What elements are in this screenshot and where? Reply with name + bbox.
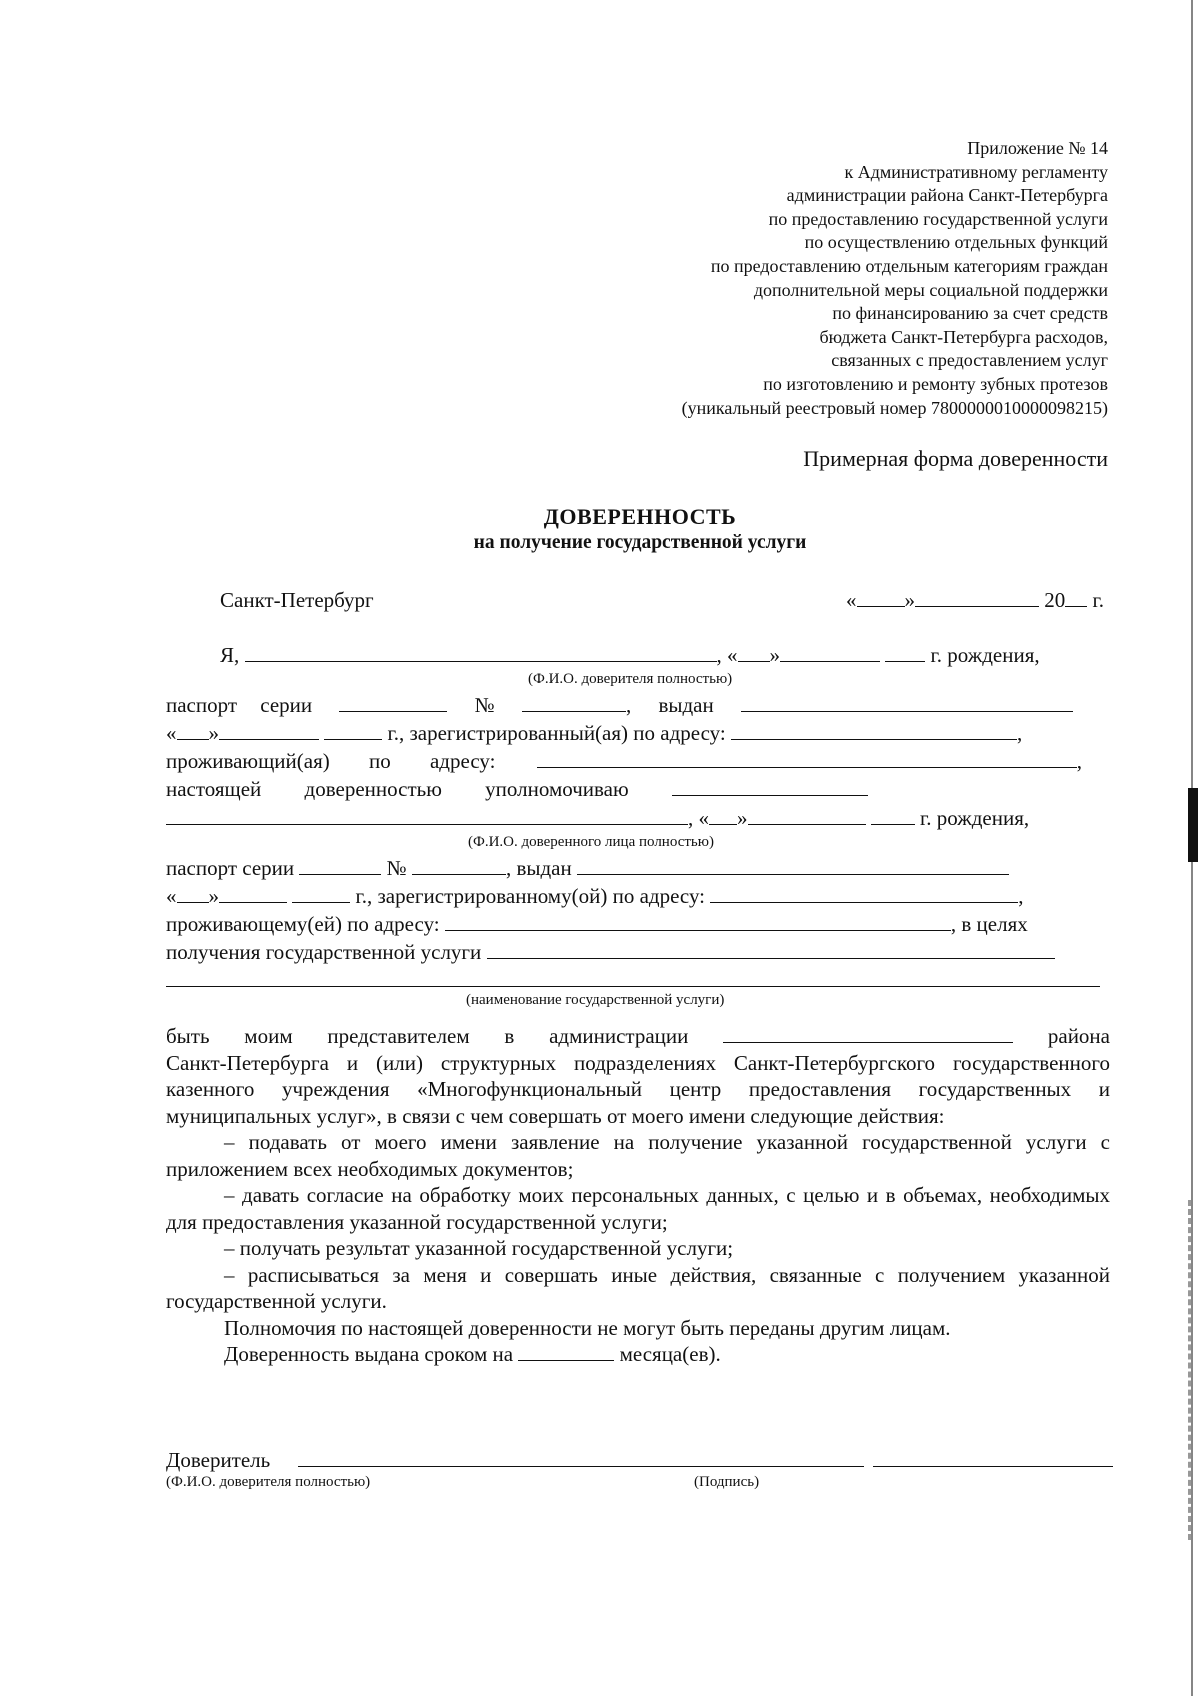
ya-label: Я,: [220, 643, 240, 667]
year-prefix: 20: [1044, 588, 1066, 612]
birth-month-field[interactable]: [780, 643, 880, 662]
agent-birth-day-field[interactable]: [709, 806, 737, 825]
agent-living-line: [166, 912, 1110, 940]
comma: ,: [1076, 749, 1082, 773]
registered-label: г., зарегистрированному(ой) по адресу:: [355, 884, 706, 908]
signer-fio-note: (Ф.И.О. доверителя полностью): [166, 1474, 371, 1490]
sep: , «: [716, 643, 738, 667]
annex-line: бюджета Санкт-Петербурга расходов,: [819, 326, 1108, 347]
agent-section: [166, 806, 1110, 1014]
principal-registration-line: [166, 721, 1110, 749]
principal-name-line: [166, 643, 1110, 671]
annex-line: по изготовлению и ремонту зубных протезов: [763, 373, 1108, 394]
annex-line: дополнительной меры социальной поддержки: [753, 279, 1108, 300]
number-sign: №: [386, 856, 407, 880]
service-note: (наименование государственной услуги): [466, 992, 725, 1008]
action-item: – подавать от моего имени заявление на получение указанной государственной услуги с приложением всех необходимых документов;: [166, 1130, 1110, 1181]
principal-fio-note: (Ф.И.О. доверителя полностью): [528, 671, 733, 687]
sep: »: [737, 806, 748, 830]
registered-label: г., зарегистрированный(ая) по адресу:: [387, 721, 726, 745]
annex-header: [548, 137, 1108, 420]
living-label: по: [368, 749, 391, 773]
text: быть моим представителем в администрации: [166, 1024, 689, 1048]
signature-field[interactable]: [873, 1466, 1113, 1467]
comma: ,: [625, 693, 632, 717]
principal-fio-field[interactable]: [245, 643, 717, 662]
annex-line: по финансированию за счет средств: [832, 303, 1108, 324]
comma: ,: [1018, 884, 1024, 908]
passport-label: паспорт: [166, 693, 238, 717]
reg-day-field[interactable]: [177, 721, 209, 740]
living-address-field[interactable]: [537, 749, 1077, 768]
agent-birth-month-field[interactable]: [748, 806, 866, 825]
issued-by-field[interactable]: [741, 693, 1073, 712]
text: месяца(ев).: [619, 1342, 721, 1366]
reg-address-field[interactable]: [731, 721, 1017, 740]
passport-series-field[interactable]: [339, 693, 447, 712]
agent-living-address-field[interactable]: [445, 912, 951, 931]
issued-label: выдан: [658, 693, 714, 717]
annex-line: связанных с предоставлением услуг: [831, 350, 1108, 371]
agent-registration-line: [166, 884, 1110, 912]
date-field: [846, 588, 1104, 613]
action-item: – расписываться за меня и совершать иные действия, связанные с получением указанной государственной услуги.: [166, 1262, 1110, 1313]
agent-number-field[interactable]: [412, 856, 506, 875]
service-label: получения государственной услуги: [166, 940, 482, 964]
document-subtitle: на получение государственной услуги: [473, 532, 807, 553]
sep: , «: [688, 806, 709, 830]
annex-line: по осуществлению отдельных функций: [804, 232, 1108, 253]
quote: «: [846, 588, 857, 612]
form-title: Примерная форма доверенности: [803, 446, 1108, 471]
reg-month-field[interactable]: [219, 721, 319, 740]
scan-edge-dashes: [1188, 1200, 1191, 1540]
series-label: серии: [260, 693, 313, 717]
agent-birth-year-field[interactable]: [871, 806, 915, 825]
passport-number-field[interactable]: [522, 693, 626, 712]
birth-day-field[interactable]: [738, 643, 770, 662]
service-name-field[interactable]: [487, 940, 1055, 959]
sep: «: [166, 884, 177, 908]
year-suffix: г.: [1092, 588, 1104, 612]
issued-label: , выдан: [505, 856, 572, 880]
authority-paragraph: Санкт-Петербурга и (или) структурных подразделениях Санкт-Петербургского государственного казенного учреждения «Многофункциональный центр предоставления государственных и муниципальных услуг», в связи с чем совершать от моего имени следующие действия:: [166, 1050, 1110, 1128]
signer-fio-field[interactable]: [298, 1466, 864, 1467]
agent-reg-month-field[interactable]: [219, 884, 287, 903]
reg-year-field[interactable]: [324, 721, 382, 740]
term-line: [166, 1341, 1110, 1368]
scan-mark: [1188, 788, 1198, 862]
agent-fio-field[interactable]: [166, 806, 688, 825]
purpose-label: , в целях: [950, 912, 1028, 936]
agent-fio-note: (Ф.И.О. доверенного лица полностью): [468, 834, 714, 850]
agent-reg-year-field[interactable]: [292, 884, 350, 903]
principal-section: [166, 643, 1110, 805]
annex-line: Приложение № 14: [967, 138, 1108, 158]
quote: »: [904, 588, 915, 612]
agent-passport-line: [166, 856, 1110, 884]
agent-fio-field-start[interactable]: [672, 777, 868, 796]
district-field[interactable]: [723, 1024, 1013, 1043]
document-title: ДОВЕРЕННОСТЬ: [543, 504, 737, 529]
sep: »: [208, 721, 219, 745]
authorize-text: доверенностью: [304, 777, 442, 801]
authorize-line: [166, 777, 1110, 805]
text: Доверенность выдана сроком на: [224, 1342, 514, 1366]
agent-reg-day-field[interactable]: [177, 884, 209, 903]
text: района: [1047, 1024, 1110, 1048]
action-item: – получать результат указанной государственной услуги;: [224, 1236, 734, 1260]
birth-label: г. рождения,: [920, 806, 1030, 830]
action-item: – давать согласие на обработку моих персональных данных, с целью и в объемах, необходимых для предоставления указанной государственной услуги;: [166, 1183, 1110, 1234]
living-label: адресу:: [429, 749, 496, 773]
passport-label: паспорт серии: [166, 856, 295, 880]
agent-name-line: [166, 806, 1110, 834]
annex-line: по предоставлению государственной услуги: [768, 208, 1108, 229]
number-sign: №: [474, 693, 495, 717]
authorize-text: настоящей: [166, 777, 262, 801]
authorize-text: уполномочиваю: [485, 777, 629, 801]
term-months-field[interactable]: [518, 1342, 614, 1361]
annex-line: по предоставлению отдельным категориям граждан: [710, 255, 1108, 276]
agent-issued-by-field[interactable]: [577, 856, 1009, 875]
birth-year-field[interactable]: [885, 643, 925, 662]
annex-line: к Административному регламенту: [844, 161, 1108, 182]
annex-line: администрации района Санкт-Петербурга: [786, 185, 1108, 206]
sep: »: [769, 643, 781, 667]
service-line-2: [166, 968, 1110, 992]
no-transfer-clause: Полномочия по настоящей доверенности не могут быть переданы другим лицам.: [224, 1315, 951, 1340]
service-line: [166, 940, 1110, 968]
signature-note: (Подпись): [694, 1474, 760, 1490]
day-field[interactable]: [857, 588, 905, 607]
agent-reg-address-field[interactable]: [710, 884, 1018, 903]
principal-passport-line: [166, 693, 1110, 721]
birth-label: г. рождения,: [930, 643, 1040, 667]
city: Санкт-Петербург: [220, 588, 374, 612]
sep: «: [166, 721, 177, 745]
comma: ,: [1016, 721, 1023, 745]
month-field[interactable]: [915, 588, 1039, 607]
sep: »: [208, 884, 219, 908]
principal-living-line: [166, 749, 1110, 777]
living-label: проживающий(ая): [166, 749, 330, 773]
living-label: проживающему(ей) по адресу:: [166, 912, 440, 936]
signer-label: Доверитель: [166, 1448, 271, 1472]
agent-series-field[interactable]: [299, 856, 381, 875]
year-field[interactable]: [1065, 588, 1087, 607]
authority-text: [166, 1023, 1110, 1368]
authority-first-line: [166, 1023, 1110, 1050]
annex-line: (уникальный реестровый номер 7800000010000098215): [681, 397, 1108, 418]
service-name-field-2[interactable]: [166, 968, 1100, 987]
